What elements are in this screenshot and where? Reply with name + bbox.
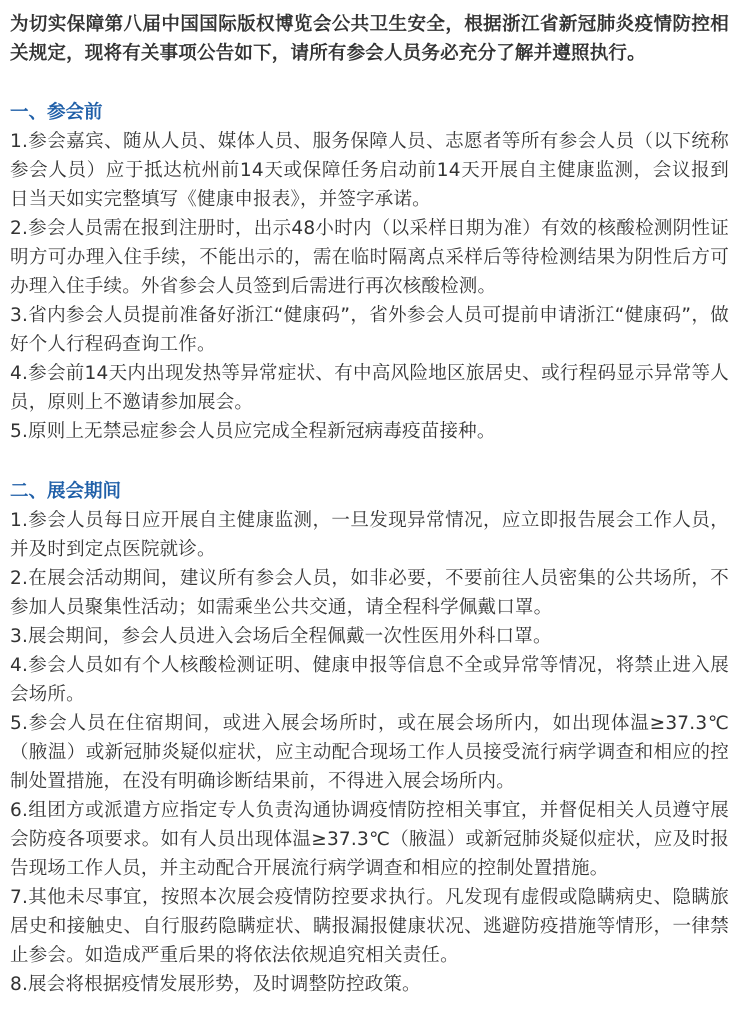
list-item: 6.组团方或派遣方应指定专人负责沟通协调疫情防控相关事宜，并督促相关人员遵守展会防疫各项要求。如有人员出现体温≥37.3℃（腋温）或新冠肺炎疑似症状，应及时报告现场工作人员，并主动配合开展流行病学调查和相应的控制处置措施。 [10,800,729,879]
section-heading: 一、参会前 [10,102,103,123]
list-item: 2.在展会活动期间，建议所有参会人员，如非必要，不要前往人员密集的公共场所，不参加人员聚集性活动；如需乘坐公共交通，请全程科学佩戴口罩。 [10,568,729,618]
intro-paragraph: 为切实保障第八届中国国际版权博览会公共卫生安全，根据浙江省新冠肺炎疫情防控相关规定，现将有关事项公告如下，请所有参会人员务必充分了解并遵照执行。 [10,14,729,64]
list-item: 4.参会前14天内出现发热等异常症状、有中高风险地区旅居史、或行程码显示异常等人员，原则上不邀请参加展会。 [10,363,729,413]
list-item: 5.原则上无禁忌症参会人员应完成全程新冠病毒疫苗接种。 [10,421,496,442]
list-item: 2.参会人员需在报到注册时，出示48小时内（以采样日期为准）有效的核酸检测阴性证明方可办理入住手续，不能出示的，需在临时隔离点采样后等待检测结果为阴性后方可办理入住手续。外省参会人员签到后需进行再次核酸检测。 [10,218,729,297]
list-item: 1.参会人员每日应开展自主健康监测，一旦发现异常情况，应立即报告展会工作人员，并及时到定点医院就诊。 [10,510,729,560]
list-item: 4.参会人员如有个人核酸检测证明、健康申报等信息不全或异常等情况，将禁止进入展会场所。 [10,655,729,705]
section-heading: 二、展会期间 [10,481,122,502]
section-before-meeting [10,98,729,446]
section-during-exhibition [10,477,729,999]
list-item: 3.省内参会人员提前准备好浙江“健康码”，省外参会人员可提前申请浙江“健康码”，做好个人行程码查询工作。 [10,305,729,355]
list-item: 5.参会人员在住宿期间，或进入展会场所时，或在展会场所内，如出现体温≥37.3℃（腋温）或新冠肺炎疑似症状，应主动配合现场工作人员接受流行病学调查和相应的控制处置措施，在没有明确诊断结果前，不得进入展会场所内。 [10,713,729,792]
list-item: 8.展会将根据疫情发展形势，及时调整防控政策。 [10,974,421,995]
list-item: 7.其他未尽事宜，按照本次展会疫情防控要求执行。凡发现有虚假或隐瞒病史、隐瞒旅居史和接触史、自行服药隐瞒症状、瞒报漏报健康状况、逃避防疫措施等情形，一律禁止参会。如造成严重后果的将依法依规追究相关责任。 [10,887,729,966]
list-item: 3.展会期间，参会人员进入会场后全程佩戴一次性医用外科口罩。 [10,626,552,647]
list-item: 1.参会嘉宾、随从人员、媒体人员、服务保障人员、志愿者等所有参会人员（以下统称参会人员）应于抵达杭州前14天或保障任务启动前14天开展自主健康监测，会议报到日当天如实完整填写《健康申报表》，并签字承诺。 [10,131,729,210]
